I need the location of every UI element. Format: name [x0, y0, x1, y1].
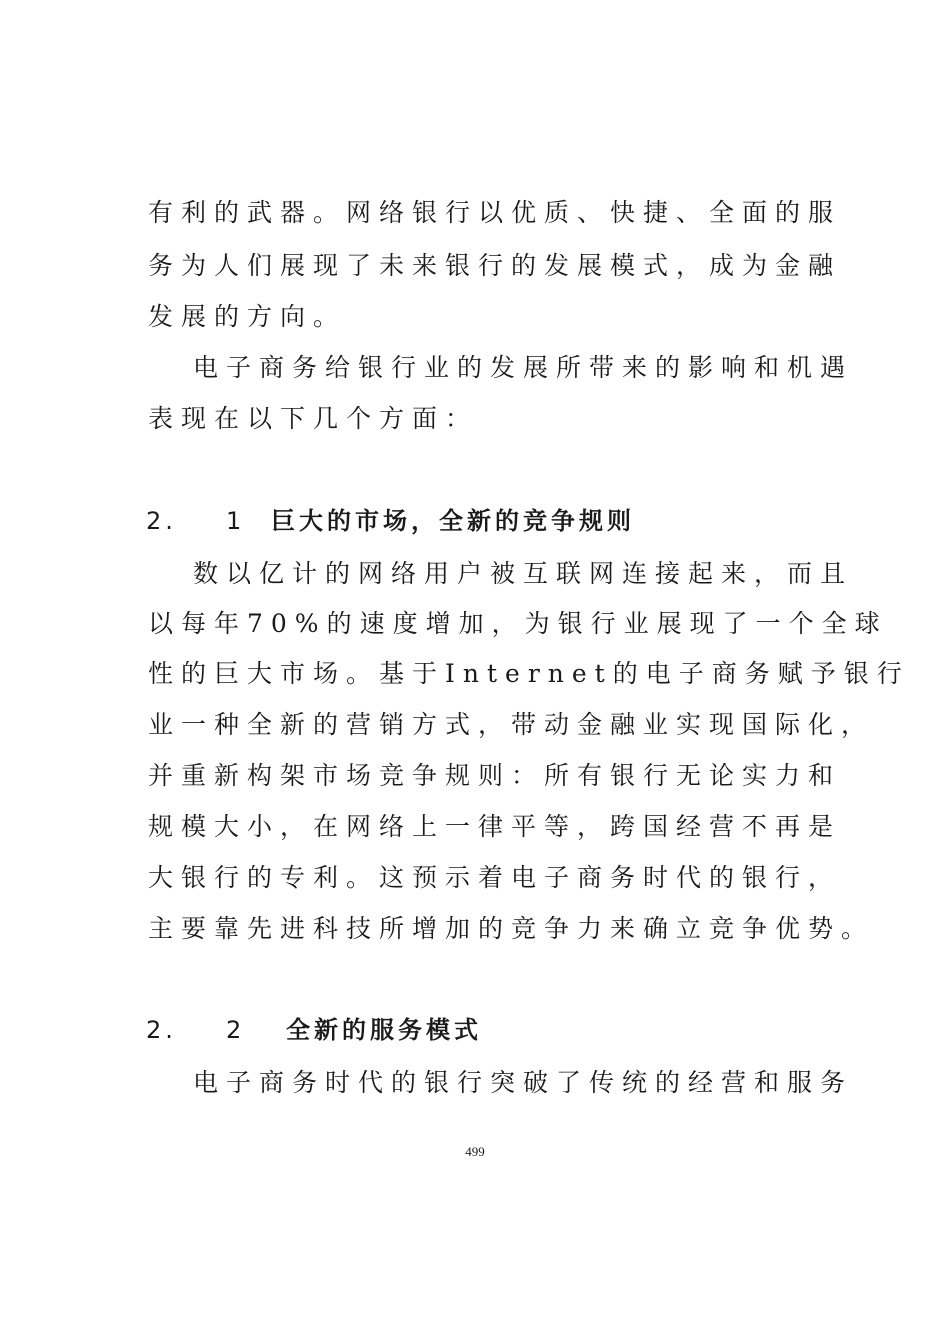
paragraph-line: 性的巨大市场。基于Internet的电子商务赋予银行 [148, 659, 910, 688]
paragraph-line: 表现在以下几个方面： [148, 404, 479, 433]
paragraph-line: 业一种全新的营销方式，带动金融业实现国际化， [148, 710, 875, 739]
section-number: 2. [146, 507, 177, 535]
section-heading [146, 509, 846, 533]
paragraph-line: 主要靠先进科技所增加的竞争力来确立竞争优势。 [148, 914, 875, 943]
paragraph-line: 规模大小，在网络上一律平等，跨国经营不再是 [148, 812, 842, 841]
paragraph-line: 大银行的专利。这预示着电子商务时代的银行， [148, 863, 842, 892]
paragraph-line: 电子商务时代的银行突破了传统的经营和服务 [193, 1068, 854, 1097]
paragraph-line: 务为人们展现了未来银行的发展模式，成为金融 [148, 251, 842, 280]
section-title: 全新的服务模式 [286, 1016, 482, 1044]
section-subnumber: 2 [226, 1016, 246, 1044]
section-subnumber: 1 [226, 507, 246, 535]
paragraph-line: 发展的方向。 [148, 302, 347, 331]
paragraph-line: 电子商务给银行业的发展所带来的影响和机遇 [193, 353, 854, 382]
paragraph-line: 数以亿计的网络用户被互联网连接起来，而且 [193, 559, 854, 588]
section-heading [146, 1018, 846, 1042]
page-number: 499 [465, 1144, 485, 1159]
section-title: 巨大的市场，全新的竞争规则 [271, 507, 635, 535]
paragraph-line: 有利的武器。网络银行以优质、快捷、全面的服 [148, 198, 842, 227]
paragraph-line: 以每年70%的速度增加，为银行业展现了一个全球 [148, 609, 888, 638]
section-number: 2. [146, 1016, 177, 1044]
paragraph-line: 并重新构架市场竞争规则：所有银行无论实力和 [148, 761, 842, 790]
